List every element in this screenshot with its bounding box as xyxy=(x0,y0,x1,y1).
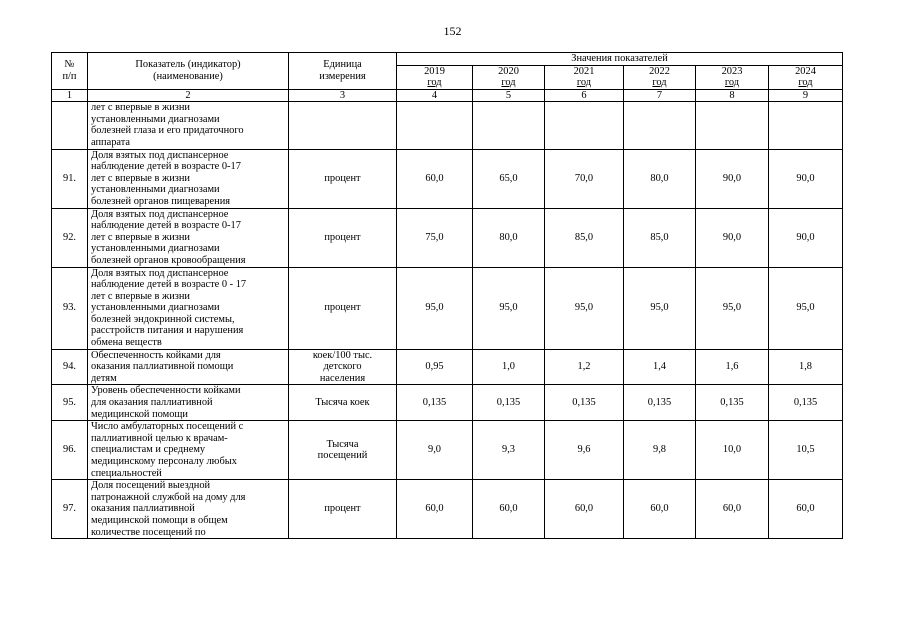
indicator-value: 95,0 xyxy=(545,267,624,349)
header-number-line: п/п xyxy=(62,70,77,82)
indicator-name-line: специальностей xyxy=(91,467,162,479)
row-number xyxy=(52,102,88,149)
indicator-name-line: Число амбулаторных посещений с xyxy=(91,421,244,433)
row-number: 91. xyxy=(52,149,88,208)
indicator-value: 9,3 xyxy=(473,421,545,480)
row-number: 96. xyxy=(52,421,88,480)
indicator-name-line: наблюдение детей в возрасте 0-17 xyxy=(91,161,241,173)
row-number: 92. xyxy=(52,208,88,267)
indicator-value: 80,0 xyxy=(473,208,545,267)
indicator-value: 85,0 xyxy=(624,208,696,267)
unit-line: процент xyxy=(324,172,361,184)
table-row xyxy=(52,267,843,349)
indicator-name-line: установленными диагнозами xyxy=(91,302,220,314)
indicator-value: 95,0 xyxy=(769,267,843,349)
row-number: 93. xyxy=(52,267,88,349)
unit-line: детского xyxy=(323,361,362,373)
indicator-value: 60,0 xyxy=(545,480,624,539)
indicator-name-line: медицинской помощи в общем xyxy=(91,514,228,526)
header-year-value: 2022 xyxy=(649,66,670,78)
unit-of-measure xyxy=(289,102,397,149)
indicator-name-line: расстройств питания и нарушения xyxy=(91,325,244,337)
header-year xyxy=(696,65,769,89)
header-year-suffix: год xyxy=(652,77,667,89)
row-number: 94. xyxy=(52,349,88,385)
indicator-name-line: установленными диагнозами xyxy=(91,113,220,125)
indicator-name xyxy=(88,349,289,385)
indicator-value: 9,8 xyxy=(624,421,696,480)
indicator-name-line: специалистам и среднему xyxy=(91,444,206,456)
indicator-name xyxy=(88,102,289,149)
indicator-name-line: лет с впервые в жизни xyxy=(91,172,190,184)
indicator-value: 95,0 xyxy=(473,267,545,349)
indicator-value: 85,0 xyxy=(545,208,624,267)
indicator-value: 10,0 xyxy=(696,421,769,480)
header-indicator-line: (наименование) xyxy=(153,70,223,82)
indicator-name-line: детям xyxy=(91,372,117,384)
header-year-suffix: год xyxy=(724,77,740,89)
table-row xyxy=(52,480,843,539)
header-year-value: 2023 xyxy=(721,66,743,78)
unit-line: Тысяча коек xyxy=(315,397,370,409)
indicator-name-line: количестве посещений по xyxy=(91,526,206,538)
unit-of-measure xyxy=(289,480,397,539)
header-unit-line: Единица xyxy=(323,59,362,71)
indicators-table xyxy=(51,52,843,539)
indicator-name xyxy=(88,480,289,539)
column-number: 8 xyxy=(696,89,769,102)
indicator-value: 70,0 xyxy=(545,149,624,208)
header-year-suffix: год xyxy=(427,77,442,89)
header-number-line: № xyxy=(64,59,75,71)
column-number: 3 xyxy=(289,89,397,102)
indicator-value xyxy=(769,102,843,149)
table-row xyxy=(52,102,843,149)
indicator-name-line: болезней глаза и его придаточного xyxy=(91,125,244,137)
table-row xyxy=(52,385,843,421)
indicator-value: 0,135 xyxy=(696,385,769,421)
indicator-name xyxy=(88,149,289,208)
unit-of-measure xyxy=(289,349,397,385)
indicator-value xyxy=(473,102,545,149)
indicator-name-line: установленными диагнозами xyxy=(91,184,220,196)
indicator-name-line: медицинской помощи xyxy=(91,408,188,420)
unit-line: процент xyxy=(324,302,361,314)
indicator-value xyxy=(624,102,696,149)
indicator-name-line: медицинскому персоналу любых xyxy=(91,456,237,467)
header-indicator-line: Показатель (индикатор) xyxy=(135,59,241,71)
column-number: 9 xyxy=(769,89,843,102)
indicator-value: 1,8 xyxy=(769,349,843,385)
indicator-value: 60,0 xyxy=(624,480,696,539)
indicator-value: 90,0 xyxy=(769,149,843,208)
indicator-name-line: оказания паллиативной помощи xyxy=(91,361,234,373)
indicator-name-line: болезней органов пищеварения xyxy=(91,195,231,207)
indicator-name-line: патронажной службой на дому для xyxy=(91,491,246,503)
indicator-value: 9,6 xyxy=(545,421,624,480)
header-year xyxy=(545,65,624,89)
indicator-value: 1,2 xyxy=(545,349,624,385)
table-row xyxy=(52,149,843,208)
header-year xyxy=(624,65,696,89)
indicator-name xyxy=(88,385,289,421)
header-year-value: 2019 xyxy=(424,66,445,78)
indicator-name-line: паллиативной целью к врачам- xyxy=(91,432,228,444)
indicator-value: 0,135 xyxy=(545,385,624,421)
header-year-suffix: год xyxy=(576,77,592,89)
column-number: 6 xyxy=(545,89,624,102)
indicator-value: 0,135 xyxy=(624,385,696,421)
unit-line: населения xyxy=(319,372,366,384)
indicator-name-line: наблюдение детей в возрасте 0-17 xyxy=(91,220,241,232)
indicator-name xyxy=(88,208,289,267)
indicator-name-line: обмена веществ xyxy=(91,337,162,349)
indicator-name-line: Обеспеченность койками для xyxy=(91,349,221,361)
indicator-name-line: лет с впервые в жизни xyxy=(91,102,190,114)
indicator-name-line: установленными диагнозами xyxy=(91,243,220,255)
indicator-value: 1,0 xyxy=(473,349,545,385)
unit-of-measure xyxy=(289,421,397,480)
header-unit xyxy=(289,53,397,90)
indicator-name-line: Доля взятых под диспансерное xyxy=(91,149,229,161)
indicator-value: 65,0 xyxy=(473,149,545,208)
indicator-value xyxy=(696,102,769,149)
indicator-name-line: Уровень обеспеченности койками xyxy=(91,385,241,397)
header-year-value: 2024 xyxy=(795,66,816,78)
header-year xyxy=(473,65,545,89)
indicator-value: 60,0 xyxy=(696,480,769,539)
indicator-value: 60,0 xyxy=(397,480,473,539)
indicator-value: 75,0 xyxy=(397,208,473,267)
header-year xyxy=(769,65,843,89)
header-values-title: Значения показателей xyxy=(397,53,843,66)
header-year-value: 2021 xyxy=(573,66,595,78)
indicator-name-line: Доля посещений выездной xyxy=(91,480,211,492)
indicator-value: 90,0 xyxy=(769,208,843,267)
indicator-value: 95,0 xyxy=(696,267,769,349)
indicator-value xyxy=(545,102,624,149)
indicator-name-line: болезней органов кровообращения xyxy=(91,254,246,266)
unit-line: посещений xyxy=(317,450,368,462)
unit-of-measure xyxy=(289,208,397,267)
header-number xyxy=(52,53,88,90)
indicator-name-line: лет с впервые в жизни xyxy=(91,231,190,243)
header-year-suffix: год xyxy=(798,77,813,89)
indicator-name xyxy=(88,267,289,349)
unit-line: процент xyxy=(324,503,361,515)
indicator-value: 60,0 xyxy=(397,149,473,208)
indicator-value: 9,0 xyxy=(397,421,473,480)
indicator-name-line: болезней эндокринной системы, xyxy=(91,313,235,325)
header-unit-line: измерения xyxy=(319,70,366,82)
column-number: 7 xyxy=(624,89,696,102)
header-indicator xyxy=(88,53,289,90)
unit-of-measure xyxy=(289,149,397,208)
indicator-value xyxy=(397,102,473,149)
indicator-value: 0,135 xyxy=(769,385,843,421)
header-year xyxy=(397,65,473,89)
unit-line: процент xyxy=(324,231,361,243)
column-number: 1 xyxy=(52,89,88,102)
indicator-value: 95,0 xyxy=(624,267,696,349)
indicator-name-line: для оказания паллиативной xyxy=(91,397,213,409)
row-number: 95. xyxy=(52,385,88,421)
indicator-name-line: лет с впервые в жизни xyxy=(91,290,190,302)
indicator-value: 80,0 xyxy=(624,149,696,208)
indicator-name xyxy=(88,421,289,480)
indicator-name-line: наблюдение детей в возрасте 0 - 17 xyxy=(91,279,247,291)
indicator-name-line: Доля взятых под диспансерное xyxy=(91,208,229,220)
page-number: 152 xyxy=(443,24,462,38)
indicator-value: 95,0 xyxy=(397,267,473,349)
unit-line: коек/100 тыс. xyxy=(312,349,373,361)
table-row xyxy=(52,421,843,480)
indicator-value: 1,4 xyxy=(624,349,696,385)
unit-line: Тысяча xyxy=(326,438,359,450)
indicator-name-line: оказания паллиативной xyxy=(91,503,195,515)
indicator-value: 90,0 xyxy=(696,149,769,208)
indicator-value: 10,5 xyxy=(769,421,843,480)
indicator-value: 60,0 xyxy=(473,480,545,539)
indicator-name-line: Доля взятых под диспансерное xyxy=(91,267,229,279)
indicator-value: 1,6 xyxy=(696,349,769,385)
row-number: 97. xyxy=(52,480,88,539)
header-year-suffix: год xyxy=(501,77,516,89)
unit-of-measure xyxy=(289,385,397,421)
column-number: 2 xyxy=(88,89,289,102)
table-row xyxy=(52,208,843,267)
indicator-value: 0,95 xyxy=(397,349,473,385)
indicator-name-line: аппарата xyxy=(91,136,131,148)
indicator-value: 0,135 xyxy=(473,385,545,421)
column-number: 4 xyxy=(397,89,473,102)
indicator-value: 0,135 xyxy=(397,385,473,421)
indicator-value: 60,0 xyxy=(769,480,843,539)
column-number: 5 xyxy=(473,89,545,102)
header-year-value: 2020 xyxy=(498,66,519,78)
table-row xyxy=(52,349,843,385)
indicator-value: 90,0 xyxy=(696,208,769,267)
unit-of-measure xyxy=(289,267,397,349)
